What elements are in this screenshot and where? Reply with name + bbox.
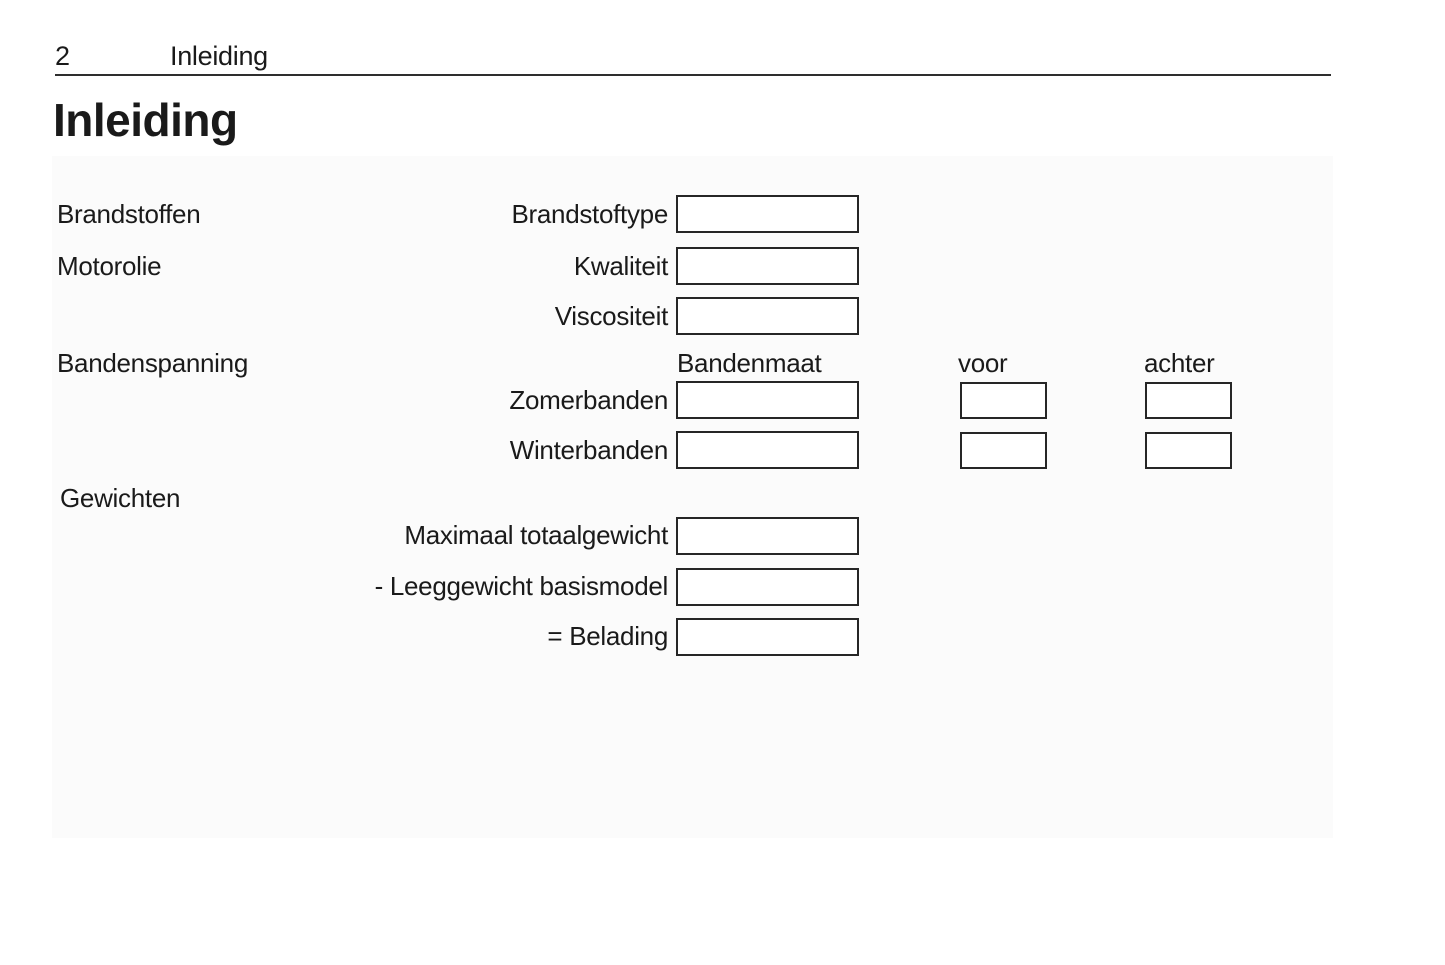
oil-quality-label: Kwaliteit — [573, 251, 668, 281]
payload-label: = Belading — [547, 621, 668, 651]
oil-viscosity-input[interactable] — [676, 297, 859, 335]
kerb-weight-input[interactable] — [676, 568, 859, 606]
winter-tyres-size-input[interactable] — [676, 431, 859, 469]
page-number: 2 — [55, 41, 70, 71]
column-header-tyre-size: Bandenmaat — [677, 348, 822, 378]
kerb-weight-label: - Leeggewicht basismodel — [374, 571, 668, 601]
winter-tyres-rear-input[interactable] — [1145, 432, 1232, 469]
header-rule — [55, 74, 1331, 76]
oil-viscosity-label: Viscositeit — [554, 301, 668, 331]
winter-tyres-front-input[interactable] — [960, 432, 1047, 469]
section-label-engine-oil: Motorolie — [57, 251, 162, 281]
max-total-weight-label: Maximaal totaalgewicht — [404, 520, 668, 550]
column-header-rear: achter — [1144, 348, 1215, 378]
fuel-type-input[interactable] — [676, 195, 859, 233]
winter-tyres-label: Winterbanden — [509, 435, 668, 465]
max-total-weight-input[interactable] — [676, 517, 859, 555]
section-label-tyre-pressure: Bandenspanning — [57, 348, 248, 378]
chapter-header: Inleiding — [170, 41, 268, 71]
section-label-weights: Gewichten — [60, 483, 181, 513]
section-label-fuels: Brandstoffen — [57, 199, 201, 229]
summer-tyres-front-input[interactable] — [960, 382, 1047, 419]
summer-tyres-rear-input[interactable] — [1145, 382, 1232, 419]
column-header-front: voor — [958, 348, 1008, 378]
payload-input[interactable] — [676, 618, 859, 656]
summer-tyres-size-input[interactable] — [676, 381, 859, 419]
oil-quality-input[interactable] — [676, 247, 859, 285]
summer-tyres-label: Zomerbanden — [509, 385, 668, 415]
fuel-type-label: Brandstoftype — [511, 199, 668, 229]
page-title: Inleiding — [53, 94, 238, 146]
